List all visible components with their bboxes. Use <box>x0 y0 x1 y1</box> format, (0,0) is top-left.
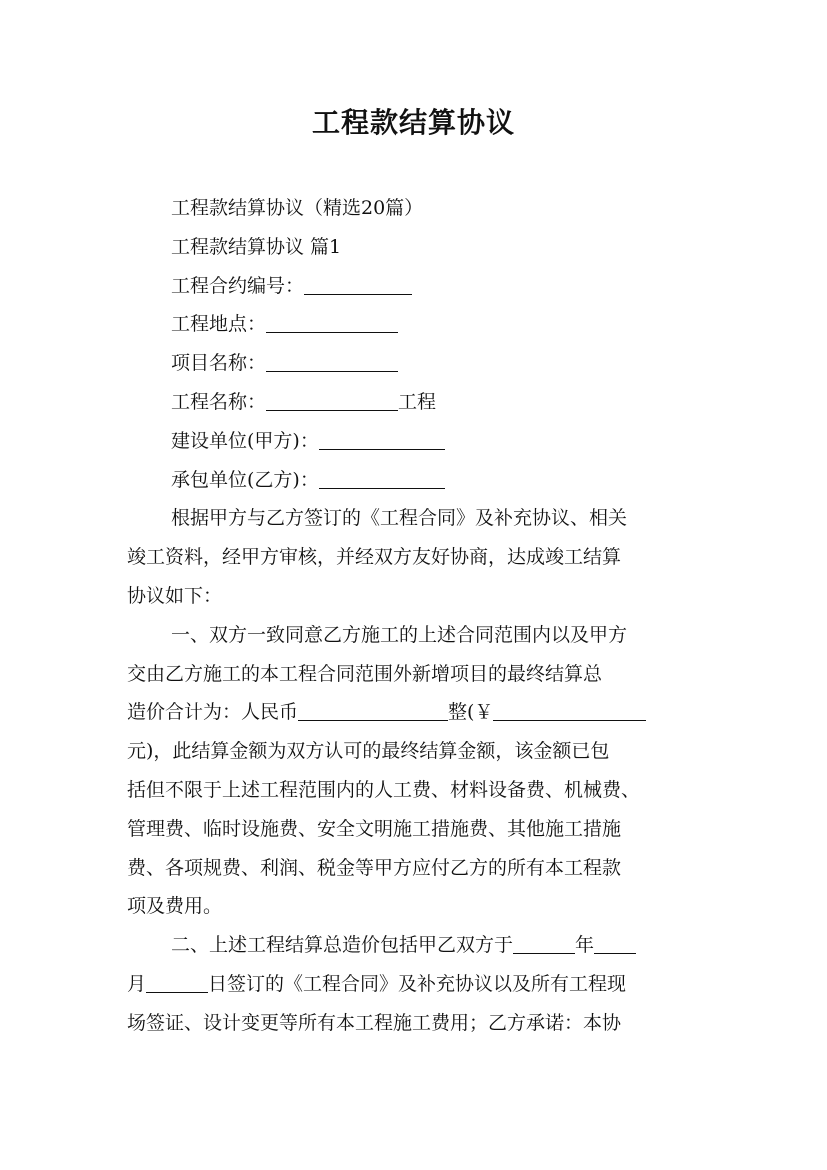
month-label: 月 <box>127 972 147 995</box>
year-label: 年 <box>575 934 595 957</box>
para2-line6: 管理费、临时设施费、安全文明施工措施费、其他施工措施 <box>127 817 622 840</box>
para3-line2 <box>127 965 703 1004</box>
contract-no-line <box>127 267 703 306</box>
chapter-line: 工程款结算协议 篇1 <box>171 235 342 258</box>
para2-line8: 项及费用。 <box>127 895 223 918</box>
project-name-blank <box>266 391 398 411</box>
contract-no-label: 工程合约编号： <box>171 274 305 297</box>
contract-no-blank <box>304 275 412 295</box>
para2-line1: 一、双方一致同意乙方施工的上述合同范围内以及甲方 <box>171 623 628 646</box>
para2-line3 <box>127 693 703 732</box>
location-line <box>127 305 703 344</box>
para1-line2: 竣工资料，经甲方审核，并经双方友好协商，达成竣工结算 <box>127 546 622 569</box>
para2-line4: 元)，此结算金额为双方认可的最终结算金额，该金额已包 <box>127 740 610 763</box>
yen-amount-blank <box>493 701 646 721</box>
para3-intro: 二、上述工程结算总造价包括甲乙双方于 <box>171 934 514 957</box>
party-b-blank <box>319 469 445 489</box>
party-b-label: 承包单位(乙方)： <box>171 468 319 491</box>
item-name-blank <box>266 352 398 372</box>
yen-label: 整(￥ <box>448 701 494 724</box>
para2-line7: 费、各项规费、利润、税金等甲方应付乙方的所有本工程款 <box>127 856 622 879</box>
project-name-suffix: 工程 <box>398 390 437 413</box>
total-price-label: 造价合计为：人民币 <box>127 701 299 724</box>
item-name-label: 项目名称： <box>171 352 267 375</box>
rmb-amount-blank <box>298 701 448 721</box>
subtitle-line: 工程款结算协议（精选20篇） <box>171 197 424 219</box>
party-b-line <box>127 461 703 500</box>
document-body <box>127 189 703 1043</box>
location-blank <box>266 313 398 333</box>
para2-line2: 交由乙方施工的本工程合同范围外新增项目的最终结算总 <box>127 662 603 685</box>
para3-line1 <box>127 926 703 965</box>
item-name-line <box>127 344 703 383</box>
year-blank <box>513 934 575 954</box>
day-text: 日签订的《工程合同》及补充协议以及所有工程现 <box>208 972 627 995</box>
para2-line5: 括但不限于上述工程范围内的人工费、材料设备费、机械费、 <box>127 778 641 801</box>
para1-line1: 根据甲方与乙方签订的《工程合同》及补充协议、相关 <box>171 507 628 530</box>
party-a-blank <box>319 430 445 450</box>
day-blank <box>146 973 208 993</box>
party-a-line <box>127 422 703 461</box>
party-a-label: 建设单位(甲方)： <box>171 429 319 452</box>
para3-line3: 场签证、设计变更等所有本工程施工费用；乙方承诺：本协 <box>127 1011 622 1034</box>
document-title: 工程款结算协议 <box>311 106 515 139</box>
project-name-line <box>127 383 703 422</box>
location-label: 工程地点： <box>171 313 267 336</box>
project-name-label: 工程名称： <box>171 390 267 413</box>
month-blank <box>594 934 636 954</box>
para1-line3: 协议如下： <box>127 584 223 607</box>
